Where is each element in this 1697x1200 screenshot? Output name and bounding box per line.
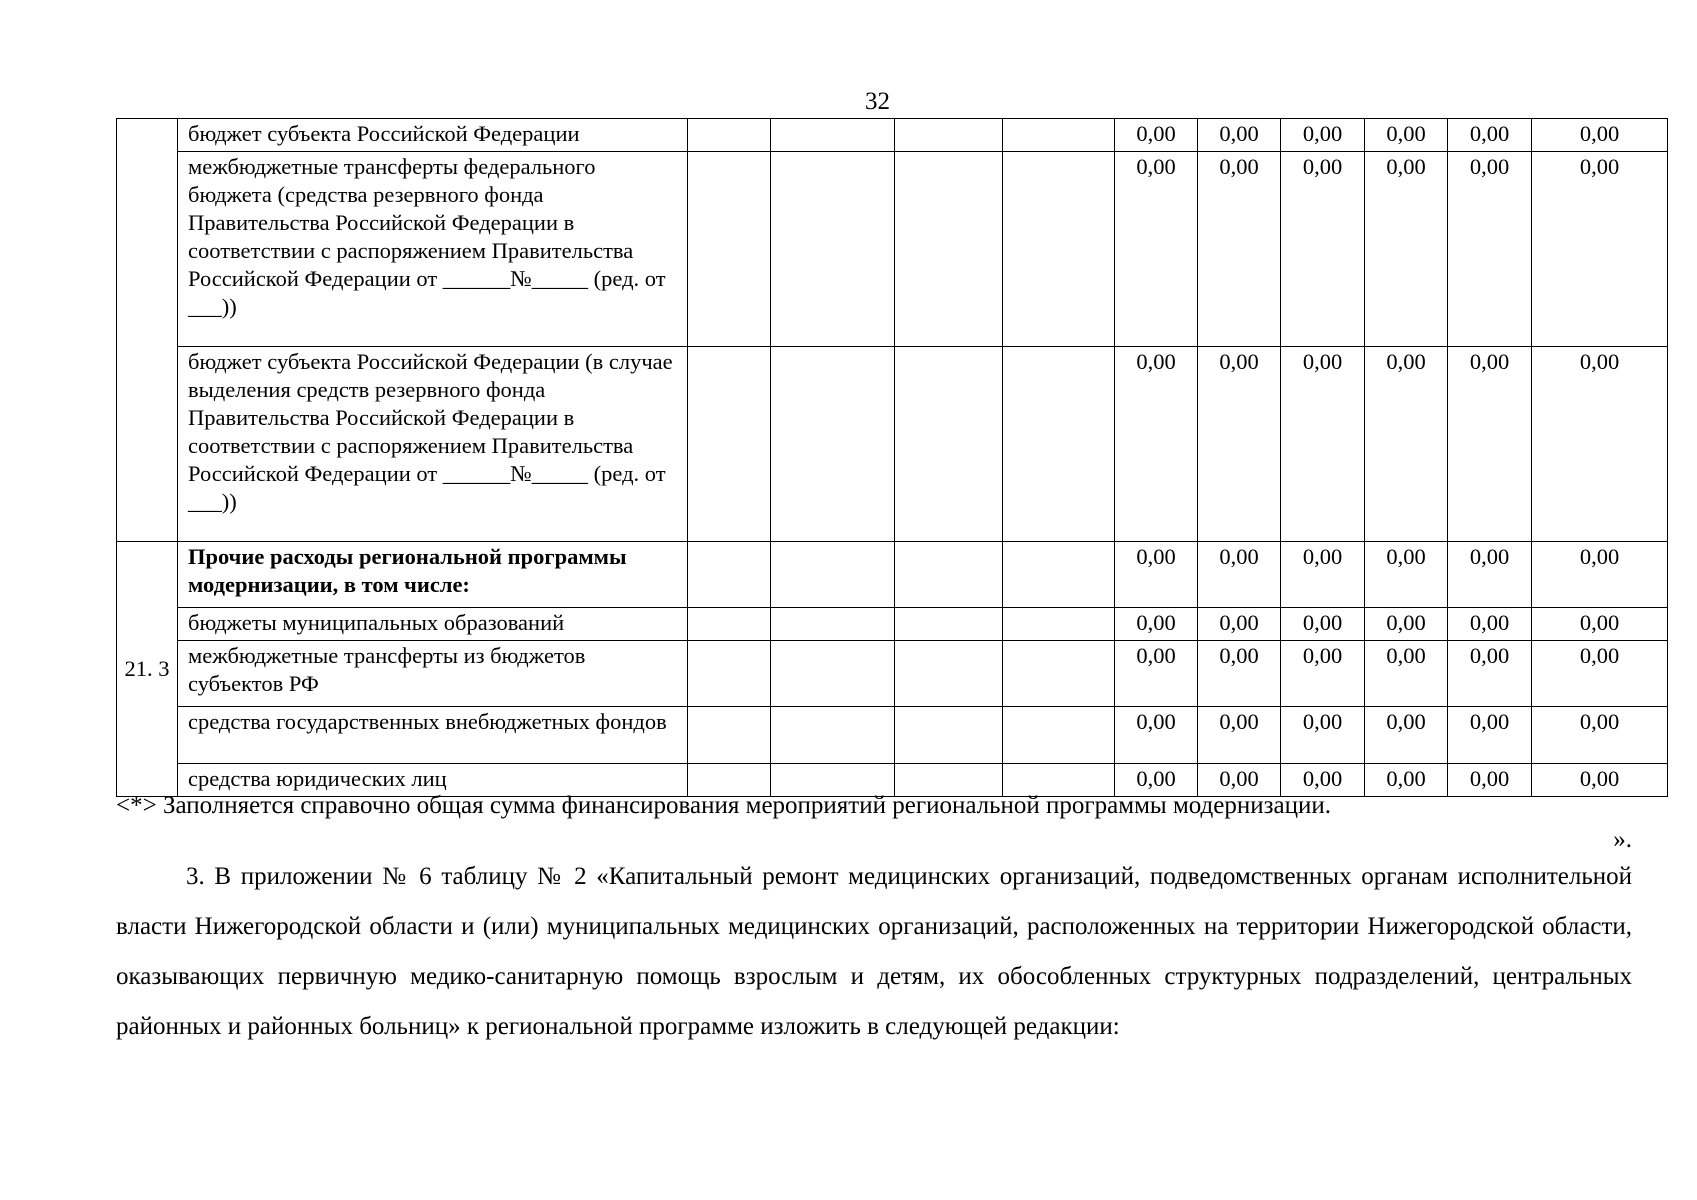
value-cell: 0,00	[1115, 119, 1198, 152]
value-cell: 0,00	[1198, 764, 1281, 797]
row-label: бюджет субъекта Российской Федерации (в случае выделения средств резервного фонда Правительства Российской Федерации в соответствии с распоряжением Правительства Российской Федерации от ______№_____ (ред. от ___))	[178, 347, 688, 542]
value-cell: 0,00	[1198, 347, 1281, 542]
row-label: межбюджетные трансферты федерального бюджета (средства резервного фонда Правительства Российской Федерации в соответствии с распоряжением Правительства Российской Федерации от ______№_____ (ред. от ___))	[178, 152, 688, 347]
value-cell: 0,00	[1448, 347, 1532, 542]
value-cell: 0,00	[1532, 608, 1668, 641]
value-cell: 0,00	[1281, 608, 1365, 641]
value-cell: 0,00	[1448, 152, 1532, 347]
value-cell: 0,00	[1448, 608, 1532, 641]
value-cell: 0,00	[1281, 119, 1365, 152]
value-cell: 0,00	[1198, 119, 1281, 152]
row-label: бюджет субъекта Российской Федерации	[178, 119, 688, 152]
row-label: Прочие расходы региональной программы модернизации, в том числе:	[178, 542, 688, 608]
value-cell: 0,00	[1532, 347, 1668, 542]
value-cell: 0,00	[1198, 152, 1281, 347]
table-row	[117, 542, 1668, 608]
row-label: бюджеты муниципальных образований	[178, 608, 688, 641]
value-cell: 0,00	[1365, 608, 1448, 641]
value-cell: 0,00	[1448, 542, 1532, 608]
value-cell: 0,00	[1281, 641, 1365, 707]
body-paragraph: 3. В приложении № 6 таблицу № 2 «Капитальный ремонт медицинских организаций, подведомственных органам исполнительной власти Нижегородской области и (или) муниципальных медицинских организаций, расположенных на территории Нижегородской области, оказывающих первичную медико-санитарную помощь взрослым и детям, их обособленных структурных подразделений, центральных районных и районных больниц» к региональной программе изложить в следующей редакции:	[116, 863, 1632, 1040]
value-cell: 0,00	[1198, 707, 1281, 764]
value-cell: 0,00	[1532, 641, 1668, 707]
value-cell: 0,00	[1365, 764, 1448, 797]
value-cell: 0,00	[1115, 152, 1198, 347]
value-cell: 0,00	[1115, 641, 1198, 707]
value-cell: 0,00	[1115, 347, 1198, 542]
value-cell: 0,00	[1365, 152, 1448, 347]
value-cell: 0,00	[1448, 707, 1532, 764]
row-label: средства юридических лиц	[178, 764, 688, 797]
row-label: межбюджетные трансферты из бюджетов субъектов РФ	[178, 641, 688, 707]
value-cell: 0,00	[1115, 764, 1198, 797]
value-cell: 0,00	[1115, 707, 1198, 764]
value-cell: 0,00	[1281, 152, 1365, 347]
value-cell: 0,00	[1532, 707, 1668, 764]
table-row	[117, 119, 1668, 152]
value-cell: 0,00	[1365, 707, 1448, 764]
value-cell: 0,00	[1532, 119, 1668, 152]
financing-table	[116, 118, 1668, 797]
value-cell: 0,00	[1448, 641, 1532, 707]
value-cell: 0,00	[1198, 641, 1281, 707]
value-cell: 0,00	[1448, 119, 1532, 152]
closing-quote: ».	[1613, 826, 1632, 853]
row-number-cell	[117, 119, 178, 542]
value-cell: 0,00	[1448, 764, 1532, 797]
table-row	[117, 152, 1668, 347]
value-cell: 0,00	[1532, 542, 1668, 608]
value-cell: 0,00	[1115, 542, 1198, 608]
value-cell: 0,00	[1532, 764, 1668, 797]
value-cell: 0,00	[1365, 347, 1448, 542]
value-cell: 0,00	[1115, 608, 1198, 641]
value-cell: 0,00	[1281, 542, 1365, 608]
value-cell: 0,00	[1198, 608, 1281, 641]
table-row	[117, 641, 1668, 707]
value-cell: 0,00	[1281, 347, 1365, 542]
value-cell: 0,00	[1281, 764, 1365, 797]
footnote: <*> Заполняется справочно общая сумма финансирования мероприятий региональной программы модернизации.	[116, 792, 1331, 819]
table-row	[117, 608, 1668, 641]
value-cell: 0,00	[1281, 707, 1365, 764]
value-cell: 0,00	[1365, 119, 1448, 152]
page-number: 32	[865, 88, 890, 115]
row-label: средства государственных внебюджетных фондов	[178, 707, 688, 764]
table-row	[117, 707, 1668, 764]
value-cell: 0,00	[1365, 641, 1448, 707]
value-cell: 0,00	[1198, 542, 1281, 608]
value-cell: 0,00	[1365, 542, 1448, 608]
row-number-cell: 21. 3	[117, 542, 178, 797]
value-cell: 0,00	[1532, 152, 1668, 347]
table-row	[117, 347, 1668, 542]
